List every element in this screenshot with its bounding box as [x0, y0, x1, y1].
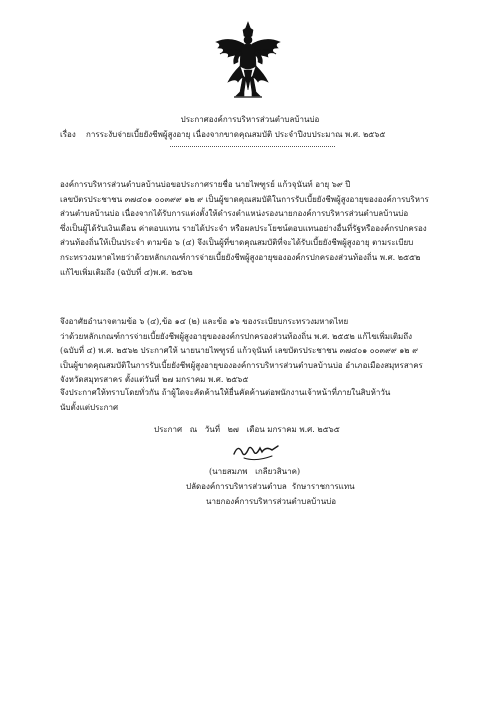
dotted-divider: [170, 146, 335, 147]
signatory-title-2: นายกองค์การบริหารส่วนตำบลบ้านบ่อ: [206, 497, 337, 506]
signatory-name: (นายสมภพ เกลียวสินาค): [209, 467, 301, 476]
handwritten-signature: [232, 436, 280, 464]
body-paragraph-3: จึงประกาศให้ทราบโดยทั่วกัน ถ้าผู้ใดจะคัดค้านให้ยื่นคัดค้านต่อพนักงานเจ้าหน้าที่ภายในสิบห้าวัน นับตั้งแต่ประกาศ: [60, 388, 391, 412]
signatory-title-1: ปลัดองค์การบริหารส่วนตำบล รักษาราชการแทน: [186, 482, 355, 491]
subject-text: การระงับจ่ายเบี้ยยังชีพผู้สูงอายุ เนื่องจากขาดคุณสมบัติ ประจำปีงบประมาณ พ.ศ. ๒๕๖๕: [86, 130, 386, 139]
announcement-title: ประกาศองค์การบริหารส่วนตำบลบ้านบ่อ: [180, 115, 320, 124]
body-paragraph-1: องค์การบริหารส่วนตำบลบ้านบ่อขอประกาศรายชื่อ นายไพฑูรย์ แก้วจุนันท์ อายุ ๖๙ ปี เลขบัตรประชาชน ๓๗๔๐๑ ๐๐๓๙๙ ๑๒ ๙ เป็นผู้ขาดคุณสมบัติในการรับเบี้ยยังชีพผู้สูงอายุขององค์การบริหาร ส่วนตำบลบ้านบ่อ เนื่องจากได้รับการแต่งตั้งให้ดำรงตำแหน่งรองนายกองค์การบริหารส่วนตำบลบ้านบ่อ ซึ่งเป็นผู้ได้รับเงินเดือน ค่าตอบแทน รายได้ประจำ หรือผลประโยชน์ตอบแทนอย่างอื่นที่รัฐหรือองค์กรปกครอง ส่วนท้องถิ่นให้เป็นประจำ ตามข้อ ๖ (๔) จึงเป็นผู้ที่ขาดคุณสมบัติที่จะได้รับเบี้ยยังชีพผู้สูงอายุ ตามระเบียบ กระทรวงมหาดไทยว่าด้วยหลักเกณฑ์การจ่ายเบี้ยยังชีพผู้สูงอายุขององค์กรปกครองส่วนท้องถิ่น พ.ศ. ๒๕๕๒ แก้ไขเพิ่มเติมถึง (ฉบับที่ ๔)พ.ศ. ๒๕๖๒: [60, 180, 429, 277]
announcement-date-line: ประกาศ ณ วันที่ ๒๗ เดือน มกราคม พ.ศ. ๒๕๖๕: [154, 425, 340, 434]
subject-label: เรื่อง: [60, 130, 76, 139]
body-paragraph-2: จึงอาศัยอำนาจตามข้อ ๖ (๔),ข้อ ๑๔ (๒) และข้อ ๑๖ ของระเบียบกระทรวงมหาดไทย ว่าด้วยหลักเกณฑ์การจ่ายเบี้ยยังชีพผู้สูงอายุขององค์กรปกครองส่วนท้องถิ่น พ.ศ. ๒๕๕๒ แก้ไขเพิ่มเติมถึง (ฉบับที่ ๔) พ.ศ. ๒๕๖๒ ประกาศให้ นายนายไพฑูรย์ แก้วจุนันท์ เลขบัตรประชาชน ๓๗๔๐๑ ๐๐๓๙๙ ๑๒ ๙ เป็นผู้ขาดคุณสมบัติในการรับเบี้ยยังชีพผู้สูงอายุขององค์การบริหารส่วนตำบลบ้านบ่อ อำเภอเมืองสมุทรสาคร จังหวัดสมุทรสาคร ตั้งแต่วันที่ ๒๗ มกราคม พ.ศ. ๒๕๖๕: [60, 317, 423, 385]
garuda-emblem-icon: [210, 20, 286, 100]
